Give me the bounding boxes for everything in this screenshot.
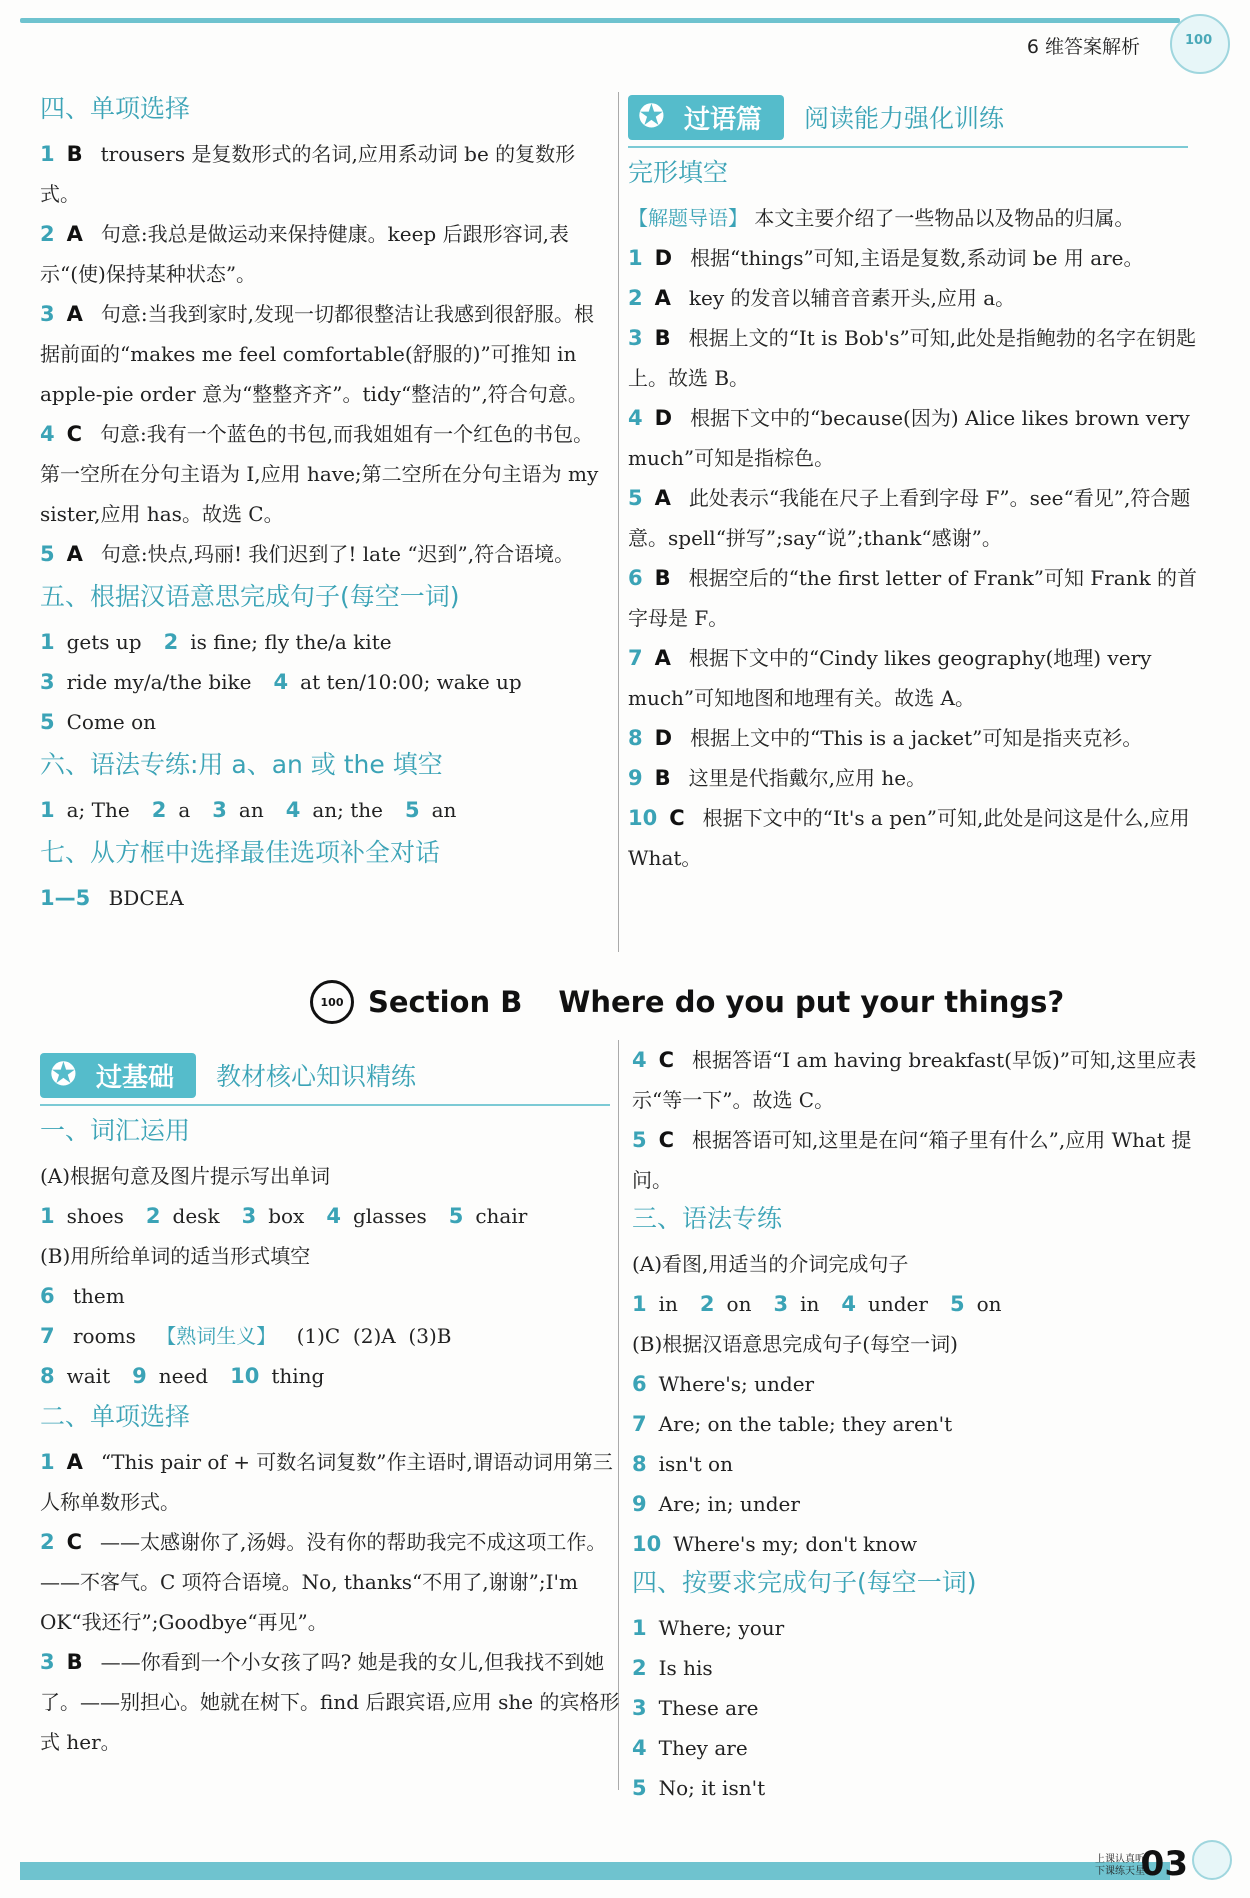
item-number: 1 [40,1450,55,1474]
inline-item [40,670,252,694]
item-text: at ten/10:00; wake up [300,670,522,694]
item-answer: A [654,646,671,670]
right-top-column [628,92,1198,878]
answer-list [40,622,605,742]
cloze-answer-list [628,238,1198,878]
star-icon: ✪ [50,1054,77,1093]
item-number: 3 [40,302,55,326]
list-item [628,718,1198,758]
item-number: 2 [40,1530,55,1554]
top-bar [20,18,1180,23]
answer-row [40,662,605,702]
item-number: 2 [145,1204,161,1228]
item-text: 根据下文中的“It's a pen”可知,此处是问这是什么,应用 What。 [628,806,1190,870]
list-item [628,318,1198,398]
item-number: 8 [40,1364,55,1388]
item-text: These are [658,1696,759,1720]
banner-subtitle: 教材核心知识精练 [216,1062,417,1091]
page-number: 03 [1140,1844,1188,1884]
list-item [632,1728,1202,1768]
item-text: on [726,1292,752,1316]
item-text: under [867,1292,928,1316]
item-number: 3 [628,326,643,350]
item-number: 4 [632,1736,647,1760]
star-icon: ✪ [638,96,665,135]
item-number: 9 [632,1492,647,1516]
item-text: glasses [352,1204,427,1228]
list-item [632,1608,1202,1648]
column-divider [618,92,619,952]
reading-banner [628,92,1198,142]
item-text: 根据答语“I am having breakfast(早饭)”可知,这里应表示“等一下”。故选 C。 [632,1048,1197,1112]
list-item [628,558,1198,638]
inline-item [449,1204,528,1228]
item-number: 3 [632,1696,647,1720]
inline-item [212,798,263,822]
item-text: 此处表示“我能在尺子上看到字母 F”。see“看见”,符合题意。spell“拼写”;say“说”;thank“感谢”。 [628,486,1191,550]
item-number: 5 [949,1292,965,1316]
badge-icon: 100 [310,980,354,1024]
item-text: wait [66,1364,111,1388]
item-answer: A [66,1450,83,1474]
guide-tag: 【解题导语】 [628,206,748,230]
inline-item [40,1364,110,1388]
item-number: 10 [230,1364,260,1388]
item-answer: A [66,542,83,566]
item-number: 5 [404,798,420,822]
section-title: 六、语法专练:用 a、an 或 the 填空 [40,750,443,779]
item-number: 7 [40,1324,55,1348]
item-number: 4 [326,1204,341,1228]
banner-underline [40,1104,610,1106]
answer-list [632,1608,1202,1808]
item-number: 5 [40,542,55,566]
sub-label: (A)根据句意及图片提示写出单词 [40,1164,331,1188]
item-text: a [178,798,191,822]
item-number: 1 [40,1204,55,1228]
item-text: them [72,1284,125,1308]
item-text: a; The [66,798,130,822]
item-number: 4 [628,406,643,430]
guide-paragraph [628,198,1198,238]
item-answer: C [66,1530,83,1554]
item-text: 根据“things”可知,主语是复数,系动词 be 用 are。 [690,246,1144,270]
list-item [632,1120,1202,1200]
section-title: 四、单项选择 [40,94,191,123]
item-number: 2 [628,286,643,310]
answer-row [40,702,605,742]
list-item [632,1768,1202,1808]
item-number: 3 [241,1204,257,1228]
item-number: 10 [632,1532,662,1556]
inline-item [40,1204,124,1228]
item-number: 5 [40,710,55,734]
item-number: 4 [841,1292,856,1316]
list-item [40,214,605,294]
section-b-header [310,980,1064,1024]
item-answer: D [654,726,673,750]
item-number: 1 [628,246,643,270]
item-answer: C [658,1048,675,1072]
item-text: Where; your [658,1616,785,1640]
item-answer: B [654,766,671,790]
banner-underline [628,146,1188,148]
item-answer: A [66,302,83,326]
item-number: 9 [628,766,643,790]
item-text: 根据空后的“the first letter of Frank”可知 Frank 的首字母是 F。 [628,566,1198,630]
inline-item [40,630,142,654]
item-number: 8 [628,726,643,750]
item-text: chair [475,1204,528,1228]
item-number: 6 [632,1372,647,1396]
section-title: 三、语法专练 [632,1204,783,1233]
item-number: 4 [40,422,55,446]
item-number: 5 [448,1204,464,1228]
item-number: 3 [40,670,55,694]
item-number: 1 [40,142,55,166]
item-text: “This pair of + 可数名词复数”作主语时,谓语动词用第三人称单数形式。 [40,1450,613,1514]
list-item [632,1040,1202,1120]
item-number: 2 [699,1292,715,1316]
answer-row [40,1316,620,1356]
section-title: 七、从方框中选择最佳选项补全对话 [40,838,441,867]
bottom-bar [20,1862,1170,1880]
item-text: 根据上文中的“This is a jacket”可知是指夹克衫。 [690,726,1143,750]
item-text: trousers 是复数形式的名词,应用系动词 be 的复数形式。 [40,142,576,206]
item-number: 6 [40,1284,55,1308]
list-item [40,134,605,214]
item-text: Where's; under [658,1372,815,1396]
banner-subtitle: 阅读能力强化训练 [804,104,1005,133]
section-title: 四、按要求完成句子(每空一词) [632,1568,977,1597]
item-number: 5 [632,1128,647,1152]
list-item [628,278,1198,318]
inline-item [40,798,130,822]
item-number: 1 [632,1292,647,1316]
item-answer: A [654,486,671,510]
item-text: Come on [66,710,157,734]
item-number: 1 [632,1616,647,1640]
banner-label: ✪ 过语篇 [628,95,784,140]
list-item [632,1444,1202,1484]
item-text: thing [271,1364,325,1388]
item-text: an; the [312,798,383,822]
answer-row [632,1284,1202,1324]
choice-list [40,134,605,574]
list-item [628,238,1198,278]
answer-row [40,622,605,662]
item-text: 句意:当我到家时,发现一切都很整洁让我感到很舒服。根据前面的“makes me feel comfortable(舒服的)”可推知 in apple-pie order 意为“整整齐齐”。tidy“整洁的”,符合句意。 [40,302,594,406]
list-item [632,1648,1202,1688]
item-text: shoes [66,1204,124,1228]
item-text: isn't on [658,1452,733,1476]
inline-item [40,710,156,734]
item-number: 3 [773,1292,789,1316]
item-number: 8 [632,1452,647,1476]
list-item [628,638,1198,718]
item-text: desk [172,1204,220,1228]
item-answer: A [654,286,671,310]
item-number: 7 [632,1412,647,1436]
item-number: 4 [632,1048,647,1072]
inline-item [632,1292,678,1316]
section-title: Where do you put your things? [558,985,1065,1019]
mascot-icon [1170,14,1230,74]
inline-item [242,1204,305,1228]
answer-row [40,1356,620,1396]
item-text: 根据下文中的“because(因为) Alice likes brown very much”可知是指棕色。 [628,406,1190,470]
page-header-title: 6 维答案解析 [1026,36,1140,58]
item-text: rooms [72,1324,136,1348]
item-text: Are; on the table; they aren't [658,1412,953,1436]
inline-item [326,1204,426,1228]
item-text: They are [658,1736,748,1760]
item-text: ——太感谢你了,汤姆。没有你的帮助我完不成这项工作。——不客气。C 项符合语境。No, thanks“不用了,谢谢”;I'm OK“我还行”;Goodbye“再见”。 [40,1530,607,1634]
inline-item [152,798,191,822]
guide-text: 本文主要介绍了一些物品以及物品的归属。 [754,206,1135,230]
list-item [40,1522,620,1642]
banner-label: ✪ 过基础 [40,1053,196,1098]
item-text: Where's my; don't know [673,1532,918,1556]
inline-item [841,1292,928,1316]
list-item [632,1404,1202,1444]
sub-label: (A)看图,用适当的介词完成句子 [632,1252,909,1276]
item-text: ride my/a/the bike [66,670,252,694]
list-item [40,1642,620,1762]
list-item [628,758,1198,798]
item-answer: B [654,566,671,590]
item-number: 9 [132,1364,147,1388]
item-text: 根据上文的“It is Bob's”可知,此处是指鲍勃的名字在钥匙上。故选 B。 [628,326,1197,390]
inline-item [773,1292,819,1316]
left-bottom-column [40,1050,620,1762]
list-item [628,398,1198,478]
item-answer: C [658,1128,675,1152]
choice-list [632,1040,1202,1200]
item-number: 2 [163,630,179,654]
item-answer: B [654,326,671,350]
item-number: 7 [628,646,643,670]
left-top-column [40,92,605,918]
item-text: 根据下文中的“Cindy likes geography(地理) very much”可知地图和地理有关。故选 A。 [628,646,1152,710]
inline-item [274,670,522,694]
list-item [632,1524,1202,1564]
list-item [632,1688,1202,1728]
answer-row [40,878,605,918]
section-label: Section B [368,985,523,1019]
item-text: 这里是代指戴尔,应用 he。 [688,766,927,790]
inline-item [700,1292,752,1316]
item-number: 5 [632,1776,647,1800]
mascot-icon [1192,1840,1232,1880]
list-item [40,1442,620,1522]
footer-slogan: 上课认真听 下课练天星 [1095,1854,1145,1877]
answer-row [40,1276,620,1316]
item-text: 句意:我总是做运动来保持健康。keep 后跟形容词,表示“(使)保持某种状态”。 [40,222,569,286]
item-number: 2 [40,222,55,246]
item-text: Is his [658,1656,713,1680]
item-number: 4 [273,670,289,694]
item-text: need [158,1364,209,1388]
item-text: 根据答语可知,这里是在问“箱子里有什么”,应用 What 提问。 [632,1128,1192,1192]
list-item [632,1484,1202,1524]
note-tag: 【熟词生义】 [156,1324,277,1348]
item-text: an [238,798,264,822]
inline-item [286,798,383,822]
item-extra: (1)C (2)A (3)B [296,1324,452,1348]
list-item [632,1364,1202,1404]
inline-item [230,1364,324,1388]
answer-row [40,1196,620,1236]
inline-item [146,1204,220,1228]
sub-label: (B)根据汉语意思完成句子(每空一词) [632,1332,958,1356]
item-number: 2 [632,1656,647,1680]
sub-label: (B)用所给单词的适当形式填空 [40,1244,311,1268]
section-title: 五、根据汉语意思完成句子(每空一词) [40,582,460,611]
item-number: 3 [212,798,227,822]
item-number: 5 [628,486,643,510]
item-number: 1 [40,630,55,654]
item-text: ——你看到一个小女孩了吗? 她是我的女儿,但我找不到她了。——别担心。她就在树下。find 后跟宾语,应用 she 的宾格形式 her。 [40,1650,620,1754]
answer-list [632,1364,1202,1564]
list-item [40,294,605,414]
answer-row [40,790,605,830]
list-item [40,414,605,534]
choice-list [40,1442,620,1762]
inline-item [405,798,456,822]
right-bottom-column [632,1040,1202,1808]
item-number: 1 [40,798,55,822]
item-text: an [431,798,457,822]
item-answer: D [654,246,673,270]
item-text: in [658,1292,678,1316]
section-title: 一、词汇运用 [40,1116,191,1145]
inline-item [164,630,392,654]
item-text: is fine; fly the/a kite [190,630,392,654]
item-text: gets up [66,630,142,654]
item-answer: B [66,1650,83,1674]
item-number: 4 [285,798,301,822]
inline-item [950,1292,1002,1316]
item-number: 6 [628,566,643,590]
item-text: in [800,1292,820,1316]
item-answer: C [66,422,83,446]
item-answer: A [66,222,83,246]
item-text: 句意:快点,玛丽! 我们迟到了! late “迟到”,符合语境。 [100,542,575,566]
item-text: box [268,1204,305,1228]
item-number: 2 [151,798,167,822]
item-text: No; it isn't [658,1776,766,1800]
list-item [628,798,1198,878]
item-number: 3 [40,1650,55,1674]
inline-item [132,1364,208,1388]
item-text: key 的发音以辅音音素开头,应用 a。 [688,286,1016,310]
section-title: 完形填空 [628,158,729,187]
item-text: BDCEA [108,886,184,910]
item-number: 10 [628,806,658,830]
list-item [628,478,1198,558]
item-text: Are; in; under [658,1492,800,1516]
basics-banner [40,1050,620,1100]
item-answer: C [669,806,685,830]
item-answer: D [654,406,673,430]
item-text: 句意:我有一个蓝色的书包,而我姐姐有一个红色的书包。第一空所在分句主语为 I,应用 have;第二空所在分句主语为 my sister,应用 has。故选 C。 [40,422,599,526]
item-text: on [976,1292,1002,1316]
list-item [40,534,605,574]
section-title: 二、单项选择 [40,1402,191,1431]
item-answer: B [66,142,83,166]
item-number: 1—5 [40,886,91,910]
